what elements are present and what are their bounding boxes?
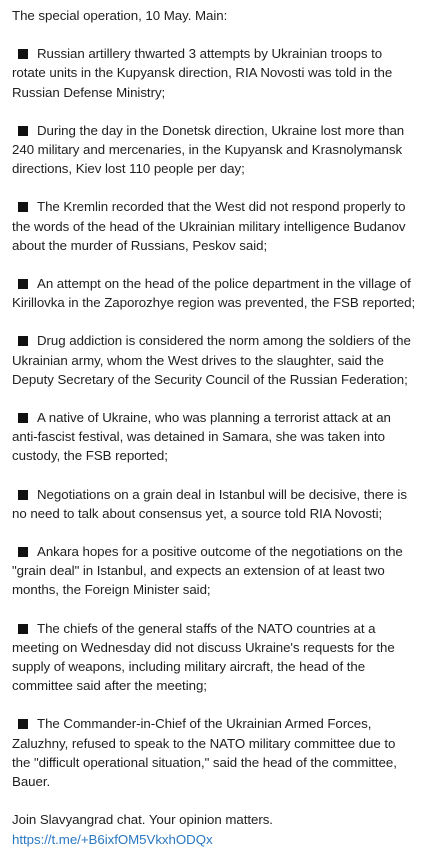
black-square-icon bbox=[18, 719, 28, 729]
news-item-text: The chiefs of the general staffs of the NATO countries at a meeting on Wednesday did not discuss Ukraine's requests for the supply of weapons, including military aircraft, the head of the committee said after the meeting; bbox=[12, 620, 395, 694]
black-square-icon bbox=[18, 202, 28, 212]
black-square-icon bbox=[18, 547, 28, 557]
black-square-icon bbox=[18, 490, 28, 500]
news-item bbox=[12, 714, 416, 791]
black-square-icon bbox=[18, 49, 28, 59]
chat-invite-text: Join Slavyangrad chat. Your opinion matters. bbox=[12, 812, 273, 828]
news-item bbox=[12, 274, 416, 312]
post-footer bbox=[12, 810, 416, 848]
black-square-icon bbox=[18, 413, 28, 423]
news-item bbox=[12, 485, 416, 523]
black-square-icon bbox=[18, 336, 28, 346]
news-item-text: An attempt on the head of the police department in the village of Kirillovka in the Zaporozhye region was prevented, the FSB reported; bbox=[12, 276, 416, 311]
news-item-text: Drug addiction is considered the norm among the soldiers of the Ukrainian army, whom the West drives to the slaughter, said the Deputy Secretary of the Security Council of the Russian Federation; bbox=[12, 333, 411, 387]
news-item-text: Ankara hopes for a positive outcome of the negotiations on the "grain deal" in Istanbul, and expects an extension of at least two months, the Foreign Minister said; bbox=[12, 544, 403, 598]
news-item bbox=[12, 408, 416, 466]
news-item bbox=[12, 197, 416, 255]
news-item bbox=[12, 331, 416, 389]
black-square-icon bbox=[18, 126, 28, 136]
news-item-text: Russian artillery thwarted 3 attempts by Ukrainian troops to rotate units in the Kupyansk direction, RIA Novosti was told in the Russian Defense Ministry; bbox=[12, 46, 393, 100]
news-item bbox=[12, 619, 416, 696]
news-item-text: During the day in the Donetsk direction, Ukraine lost more than 240 military and mercenaries, in the Kupyansk and Krasnolymansk directions, Kiev lost 110 people per day; bbox=[12, 122, 405, 177]
black-square-icon bbox=[18, 279, 28, 289]
news-item bbox=[12, 44, 416, 102]
black-square-icon bbox=[18, 624, 28, 634]
news-item bbox=[12, 121, 416, 179]
news-item-text: A native of Ukraine, who was planning a terrorist attack at an anti-fascist festival, was detained in Samara, she was taken into custody, the FSB reported; bbox=[12, 410, 391, 464]
news-item-text: The Kremlin recorded that the West did not respond properly to the words of the head of the Ukrainian military intelligence Budanov about the murder of Russians, Peskov said; bbox=[12, 199, 406, 253]
news-item-text: The Commander-in-Chief of the Ukrainian Armed Forces, Zaluzhny, refused to speak to the NATO military committee due to the "difficult operational situation," said the head of the committee, Bauer. bbox=[12, 716, 397, 790]
news-item-text: Negotiations on a grain deal in Istanbul will be decisive, there is no need to talk about consensus yet, a source told RIA Novosti; bbox=[12, 486, 407, 521]
chat-invite-link[interactable]: https://t.me/+B6ixfOM5VkxhODQx bbox=[12, 831, 213, 847]
news-item bbox=[12, 542, 416, 600]
post-title: The special operation, 10 May. Main: bbox=[12, 8, 228, 23]
